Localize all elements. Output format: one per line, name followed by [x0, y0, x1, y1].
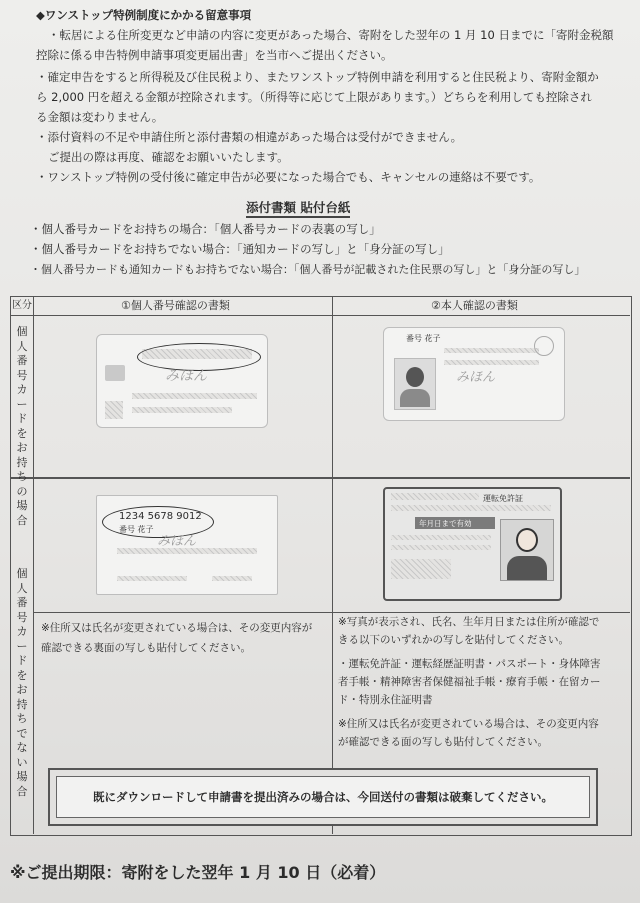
mynumber-card-front-image [383, 327, 565, 421]
header-col1: ①個人番号確認の書類 [121, 299, 230, 312]
notification-card-image [96, 495, 278, 595]
notif-name: 番号 花子 [119, 525, 154, 534]
attach-item: ・個人番号カードをお持ちでない場合：「通知カードの写し」と「身分証の写し」 [30, 242, 450, 256]
notes-line: 控除に係る申告特例申請事項変更届出書」を当市へご提出ください。 [36, 48, 393, 62]
notice-box [48, 768, 598, 826]
header-col2: ②本人確認の書類 [431, 299, 518, 312]
mynumber-card-back-image [96, 334, 268, 428]
attach-item: ・個人番号カードをお持ちの場合：「個人番号カードの表裏の写し」 [30, 222, 381, 236]
notif-number: 1234 5678 9012 [119, 511, 202, 522]
submission-deadline: ※ご提出期限：寄附をした翌年 1 月 10 日（必着） [10, 863, 386, 882]
row2-label: 個人番号カードをお持ちでない場合 [16, 567, 28, 798]
card-name: 番号 花子 [406, 334, 441, 343]
face-photo-icon [500, 519, 554, 581]
mihon-stamp: みほん [165, 368, 207, 384]
notes-line: る金額は変わりません。 [36, 110, 164, 124]
mihon-stamp: みほん [157, 534, 197, 549]
license-valid: 年月日まで有効 [419, 519, 472, 528]
attach-title: 添付書類 貼付台紙 [246, 200, 350, 218]
mihon-stamp: みほん [456, 370, 496, 385]
notes-heading: ◆ワンストップ特例制度にかかる留意事項 [36, 8, 252, 22]
notes-line: ・転居による住所変更など申請の内容に変更があった場合、寄附をした翌年の 1 月 10 日までに「寄附金税額 [48, 28, 614, 42]
row1-label: 個人番号カードをお持ちの場合 [16, 325, 28, 527]
notes-line: ・確定申告をすると所得税及び住民税より、またワンストップ特例申請を利用すると住民税より、寄附金額か [36, 70, 599, 84]
right-note: ※写真が表示され、氏名、生年月日または住所が確認で [338, 616, 600, 628]
notes-line: ・添付資料の不足や申請住所と添付書類の相違があった場合は受付ができません。 [36, 130, 463, 144]
notes-line: ら 2,000 円を超える金額が控除されます。（所得等に応じて上限があります。）どちらを利用しても控除され [36, 90, 592, 104]
left-note: 確認できる裏面の写しも貼付してください。 [41, 642, 251, 654]
notice-text: 既にダウンロードして申請書を提出済みの場合は、今回送付の書類は破棄してください。 [56, 776, 590, 818]
left-note: ※住所又は氏名が変更されている場合は、その変更内容が [41, 622, 313, 634]
face-photo-icon [394, 358, 436, 410]
notes-line: ・ワンストップ特例の受付後に確定申告が必要になった場合でも、キャンセルの連絡は不要です。 [36, 170, 541, 184]
right-note: ド・特別永住証明書 [338, 694, 433, 706]
notes-line: ご提出の際は再度、確認をお願いいたします。 [48, 150, 289, 164]
right-note: が確認できる面の写しも貼付してください。 [338, 736, 548, 748]
header-kubun: 区分 [12, 300, 32, 311]
right-note: ※住所又は氏名が変更されている場合は、その変更内容 [338, 718, 599, 730]
attach-item: ・個人番号カードも通知カードもお持ちでない場合：「個人番号が記載された住民票の写し」と「身分証の写し」 [30, 263, 586, 276]
right-note: 者手帳・精神障害者保健福祉手帳・療育手帳・在留カー [338, 676, 601, 688]
drivers-license-image [383, 487, 562, 601]
license-title: 運転免許証 [483, 494, 523, 503]
right-note: きる以下のいずれかの写しを貼付してください。 [338, 634, 569, 646]
attachment-table [10, 296, 632, 836]
right-note: ・運転免許証・運転経歴証明書・パスポート・身体障害 [338, 658, 601, 670]
